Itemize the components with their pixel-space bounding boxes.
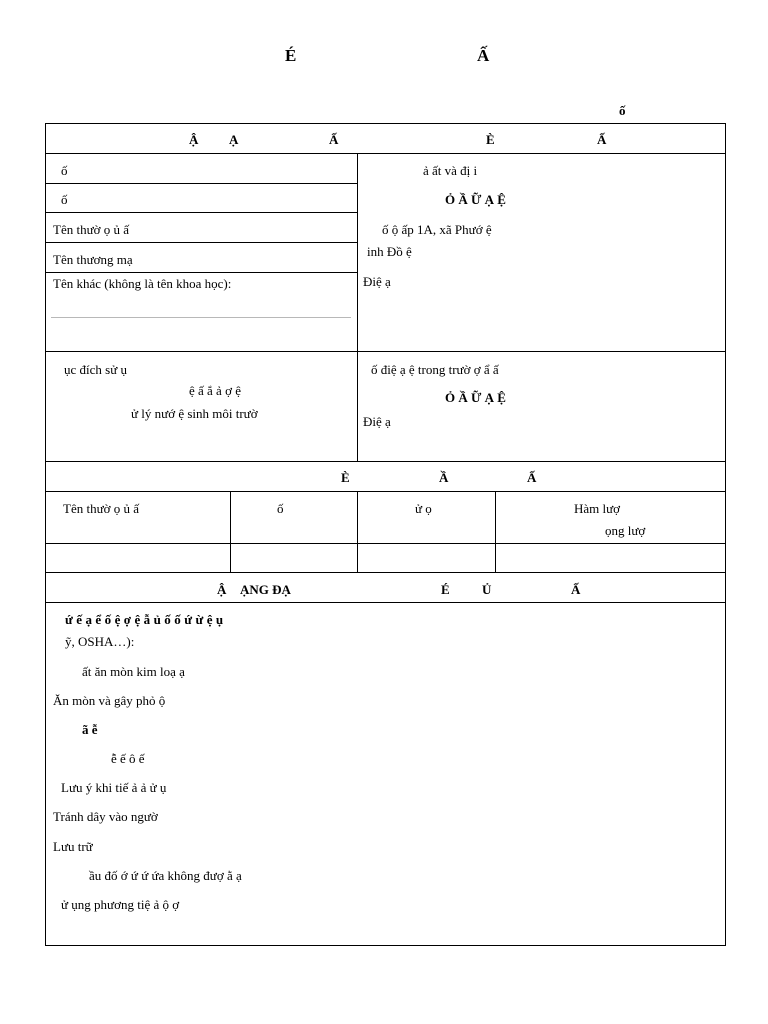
hazard-line: ỹ, OSHA…):: [65, 634, 135, 649]
hazard-line: ã ễ: [82, 722, 98, 737]
supplier-name: Ỏ Ầ Ữ Ạ Ệ: [445, 192, 506, 207]
column-header-name: Tên thườ ọ ủ ấ: [63, 501, 140, 516]
divider: [45, 351, 726, 352]
section1-header-left: Ậ: [189, 132, 199, 147]
divider: [45, 491, 726, 492]
divider: [45, 183, 357, 184]
supplier-address: ố ộ ấp 1A, xã Phướ ệ: [382, 222, 492, 237]
divider: [45, 572, 726, 573]
section3-header: Ầ: [439, 470, 449, 485]
usage-label: ục đích sử ụ: [64, 362, 128, 377]
field-label: ố: [61, 192, 68, 207]
divider: [45, 461, 726, 462]
emergency-label: ố điệ ạ ệ trong trườ ợ ẩ ấ: [371, 362, 499, 377]
section4-header: Ủ: [482, 582, 492, 597]
divider: [51, 317, 351, 318]
section3-header: Ấ: [527, 470, 537, 485]
section1-header-right: È: [486, 132, 495, 147]
section4-header: É: [441, 582, 450, 597]
divider: [495, 491, 496, 572]
field-label-trade-name: Tên thương mạ: [53, 252, 133, 267]
supplier-line: ả ất và đị i: [423, 163, 478, 178]
section4-header: Ậ: [217, 582, 227, 597]
supplier-phone: Điệ ạ: [363, 274, 391, 289]
column-header-number: ố: [277, 501, 284, 516]
emergency-phone: Điệ ạ: [363, 414, 391, 429]
section1-header-left: Ạ: [229, 132, 239, 147]
hazard-line: ầu đố ớ ứ ứ ứa không đượ ằ ạ: [89, 868, 242, 883]
divider: [45, 543, 726, 544]
divider: [357, 153, 358, 461]
title-left: É: [285, 46, 297, 65]
field-label-common-name: Tên thườ ọ ủ ấ: [53, 222, 130, 237]
field-label: ố: [61, 163, 68, 178]
document-number-label: ố: [619, 103, 626, 118]
section1-header-right: Ấ: [597, 132, 607, 147]
usage-text: ử lý nướ ệ sinh môi trườ: [131, 406, 258, 421]
divider: [45, 242, 357, 243]
column-header-content: ọng lượ: [605, 523, 646, 538]
hazard-line: ất ăn mòn kim loạ ạ: [82, 664, 185, 679]
usage-text: ệ ấ ắ ả ợ ệ: [189, 383, 241, 398]
section4-header: Ấ: [571, 582, 581, 597]
section1-header-left: Ấ: [329, 132, 339, 147]
divider: [230, 491, 231, 572]
divider: [357, 491, 358, 572]
divider: [45, 153, 726, 154]
title-right: Ấ: [477, 46, 490, 65]
hazard-line: Lưu trữ: [53, 839, 93, 854]
hazard-line: Lưu ý khi tiế ả ả ử ụ: [61, 780, 167, 795]
hazard-line: ứ ế ạ ể ố ệ ợ ệ ẫ ủ ố ố ứ ừ ệ ụ: [65, 612, 224, 627]
divider: [45, 272, 357, 273]
divider: [45, 602, 726, 603]
emergency-company: Ỏ Ầ Ữ Ạ Ệ: [445, 390, 506, 405]
divider: [45, 212, 357, 213]
supplier-address: inh Đồ ệ: [367, 244, 412, 259]
section3-header: È: [341, 470, 350, 485]
section4-header: ẠNG ĐẠ: [240, 582, 291, 597]
hazard-line: ễ ế ô ế: [111, 751, 145, 766]
column-header-formula: ử ọ: [415, 501, 432, 516]
hazard-line: Tránh dây vào ngườ: [53, 809, 158, 824]
hazard-line: Ăn mòn và gây phỏ ộ: [53, 693, 166, 708]
column-header-content: Hàm lượ: [574, 501, 621, 516]
hazard-line: ử ụng phương tiệ ả ộ ợ: [61, 897, 180, 912]
field-label-other-name: Tên khác (không là tên khoa học):: [53, 276, 232, 291]
